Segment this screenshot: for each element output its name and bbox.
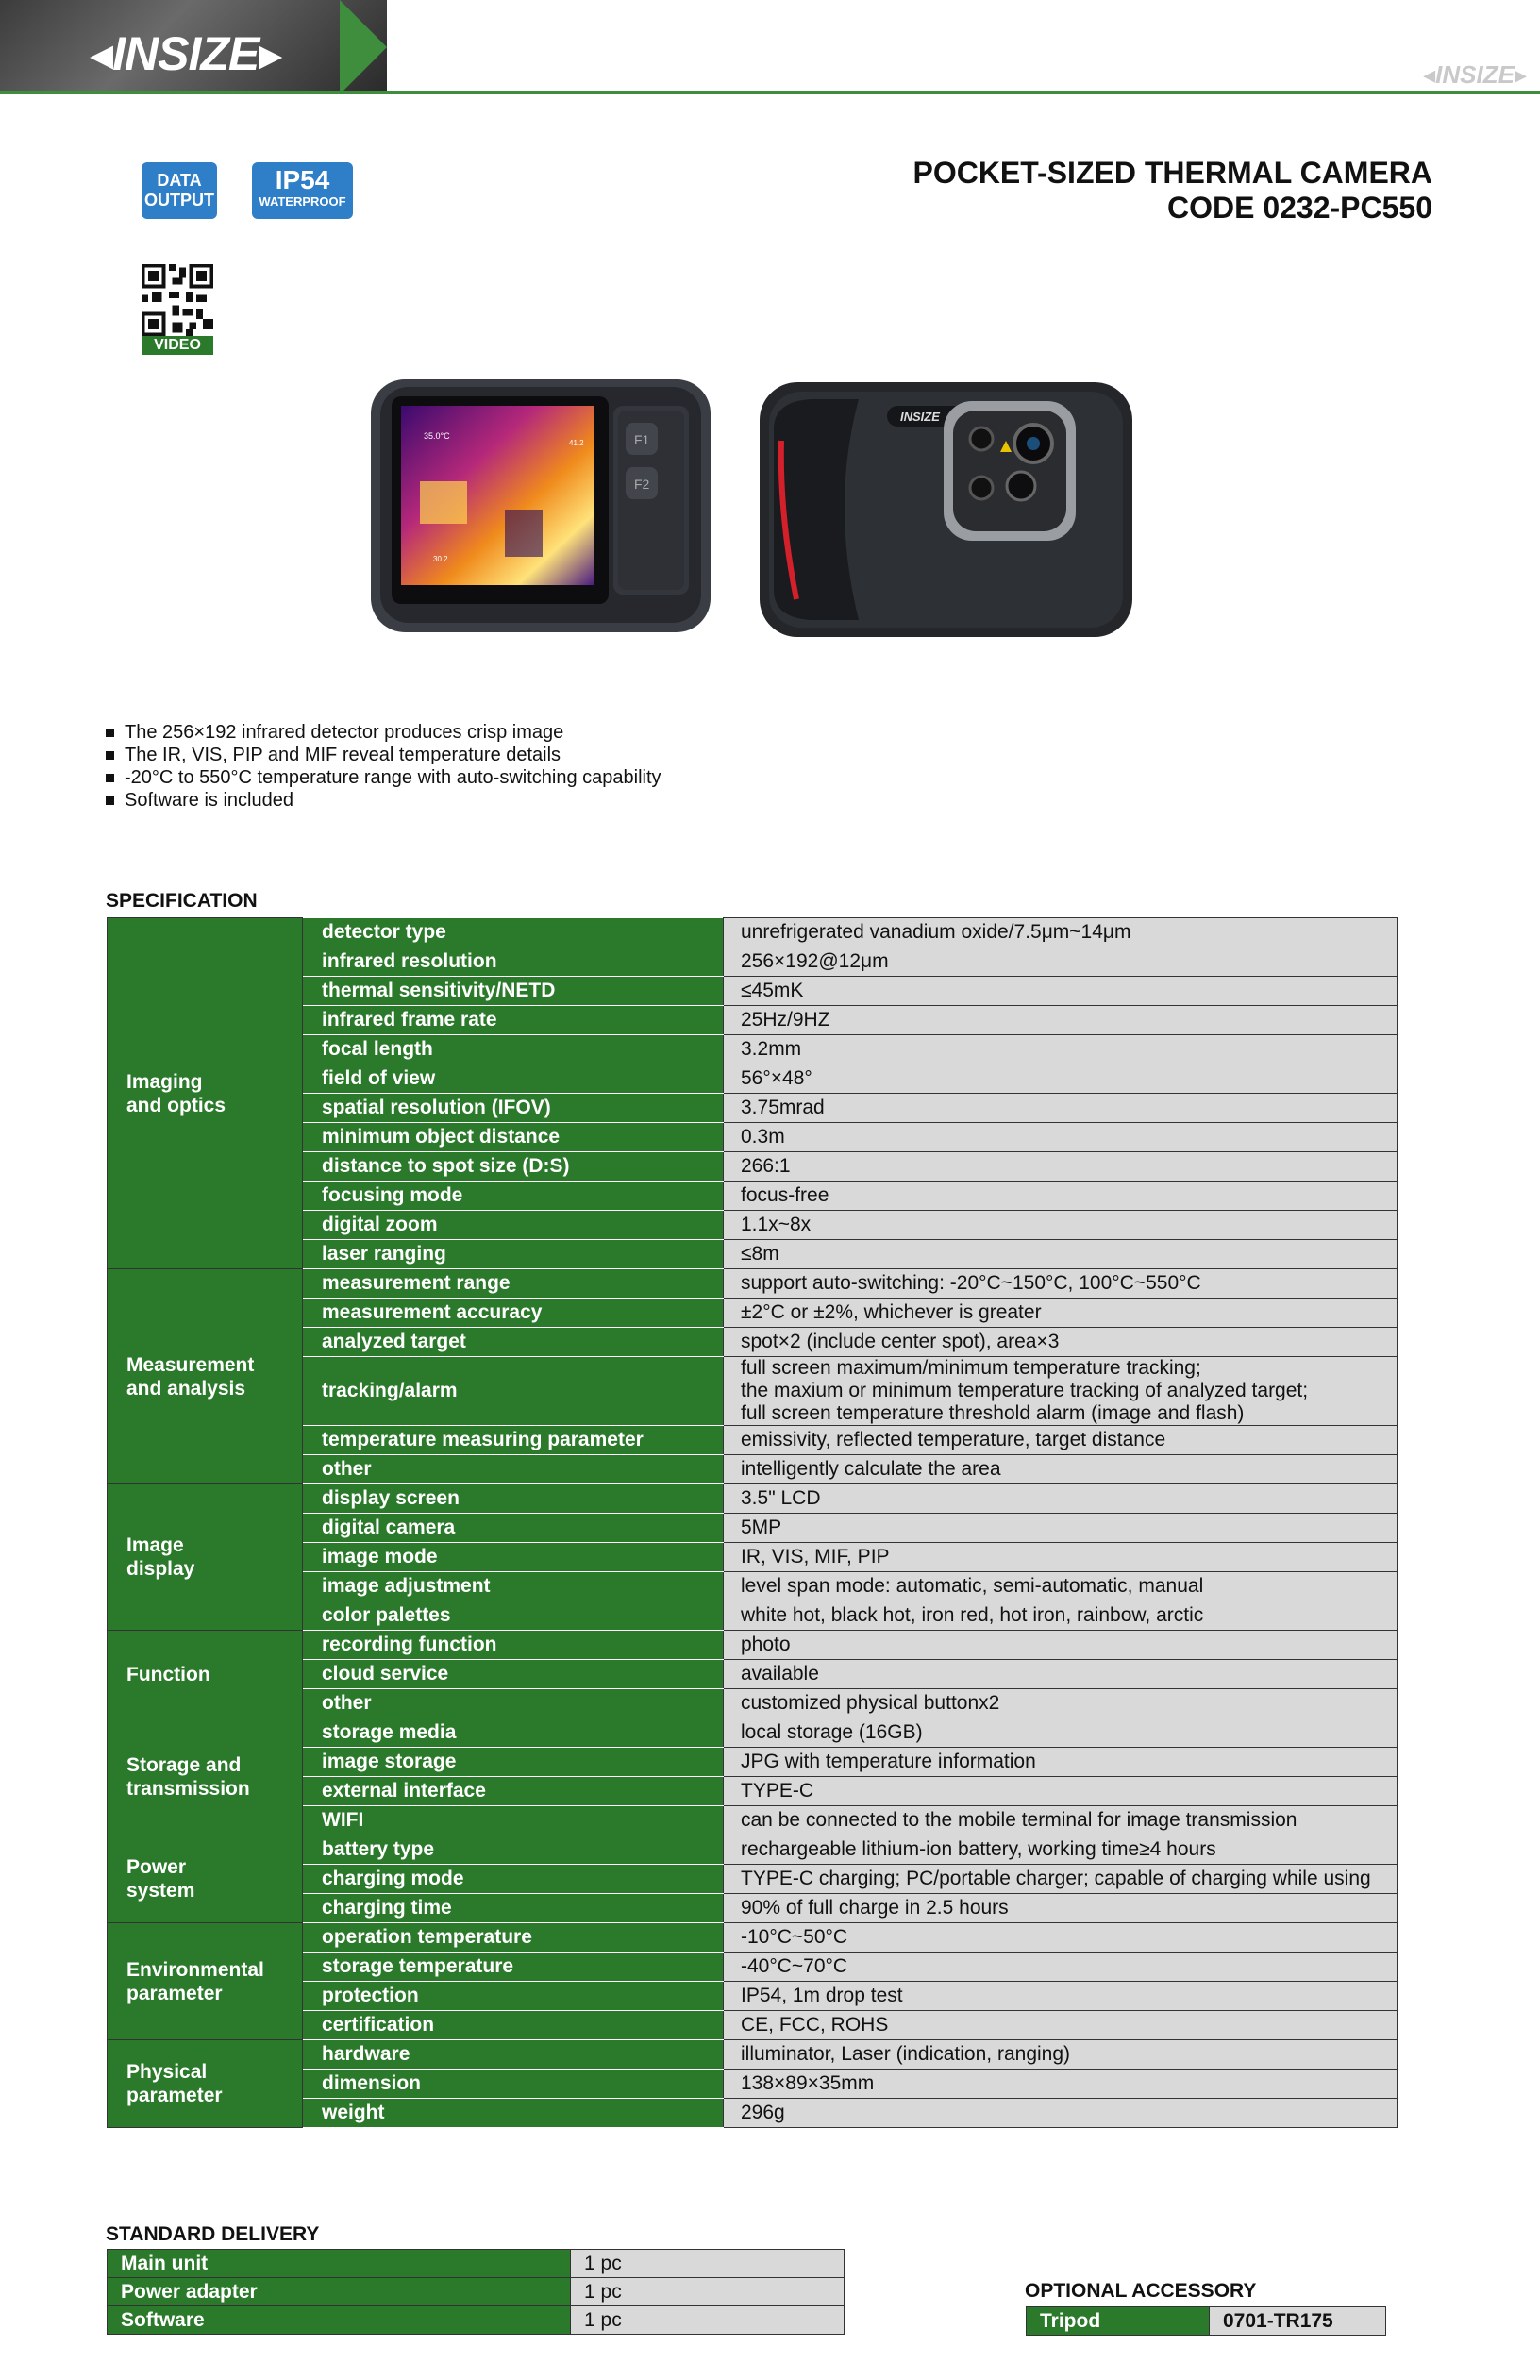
spec-param: analyzed target — [303, 1328, 724, 1357]
spec-param: focusing mode — [303, 1182, 724, 1211]
spec-value: unrefrigerated vanadium oxide/7.5μm~14μm — [724, 918, 1398, 947]
spec-param: weight — [303, 2099, 724, 2128]
spec-value: rechargeable lithium-ion battery, working time≥4 hours — [724, 1835, 1398, 1865]
page-header — [0, 0, 1540, 94]
spec-param: color palettes — [303, 1601, 724, 1631]
data-output-badge: DATA OUTPUT — [142, 162, 217, 219]
spec-group-label: Function — [108, 1631, 303, 1718]
spec-param: distance to spot size (D:S) — [303, 1152, 724, 1182]
ip54-badge: IP54 WATERPROOF — [252, 162, 353, 219]
feature-item: The 256×192 infrared detector produces crisp image — [106, 721, 661, 744]
spec-value: support auto-switching: -20°C~150°C, 100°C~550°C — [724, 1269, 1398, 1299]
spec-param: thermal sensitivity/NETD — [303, 977, 724, 1006]
delivery-qty: 1 pc — [571, 2250, 845, 2278]
spec-param: recording function — [303, 1631, 724, 1660]
spec-table — [107, 917, 1398, 2128]
spec-value: 90% of full charge in 2.5 hours — [724, 1894, 1398, 1923]
table-row — [108, 1835, 1398, 1865]
table-row — [108, 1718, 1398, 1748]
table-row — [1027, 2307, 1386, 2336]
camera-back-image — [755, 373, 1137, 651]
table-row — [108, 2040, 1398, 2070]
spec-value: local storage (16GB) — [724, 1718, 1398, 1748]
table-row — [108, 918, 1398, 947]
spec-param: cloud service — [303, 1660, 724, 1689]
spec-param: battery type — [303, 1835, 724, 1865]
accessory-table — [1026, 2306, 1386, 2336]
spec-value: level span mode: automatic, semi-automatic, manual — [724, 1572, 1398, 1601]
spec-param: measurement accuracy — [303, 1299, 724, 1328]
screen-temp-readout: 35.0°C — [424, 431, 450, 441]
feature-list — [106, 721, 661, 812]
spec-param: charging mode — [303, 1865, 724, 1894]
spec-value: 1.1x~8x — [724, 1211, 1398, 1240]
delivery-item: Software — [108, 2306, 571, 2335]
spec-param: digital zoom — [303, 1211, 724, 1240]
spec-param: storage media — [303, 1718, 724, 1748]
spec-param: focal length — [303, 1035, 724, 1064]
spec-param: other — [303, 1689, 724, 1718]
spec-group-label: Physical parameter — [108, 2040, 303, 2128]
spec-param: digital camera — [303, 1514, 724, 1543]
spec-value: full screen maximum/minimum temperature tracking; the maxium or minimum temperature tracking of analyzed target; full screen temperature threshold alarm (image and flash) — [724, 1357, 1398, 1426]
spec-group-label: Power system — [108, 1835, 303, 1923]
spec-value: TYPE-C charging; PC/portable charger; capable of charging while using — [724, 1865, 1398, 1894]
spec-title: SPECIFICATION — [106, 890, 258, 912]
spec-value: photo — [724, 1631, 1398, 1660]
screen-scale-min: 30.2 — [433, 555, 448, 563]
spec-param: WIFI — [303, 1806, 724, 1835]
product-title — [912, 156, 1432, 226]
feature-item: -20°C to 550°C temperature range with auto-switching capability — [106, 766, 661, 789]
spec-value: can be connected to the mobile terminal for image transmission — [724, 1806, 1398, 1835]
screen-scale-max: 41.2 — [569, 439, 584, 447]
spec-value: -10°C~50°C — [724, 1923, 1398, 1953]
spec-value: TYPE-C — [724, 1777, 1398, 1806]
product-code: CODE 0232-PC550 — [1166, 191, 1432, 225]
spec-value: white hot, black hot, iron red, hot iron, rainbow, arctic — [724, 1601, 1398, 1631]
spec-group-label: Environmental parameter — [108, 1923, 303, 2040]
spec-value: IP54, 1m drop test — [724, 1982, 1398, 2011]
product-name: POCKET-SIZED THERMAL CAMERA — [912, 156, 1432, 190]
spec-value: -40°C~70°C — [724, 1953, 1398, 1982]
spec-param: detector type — [303, 918, 724, 947]
spec-param: infrared frame rate — [303, 1006, 724, 1035]
spec-value: spot×2 (include center spot), area×3 — [724, 1328, 1398, 1357]
spec-param: tracking/alarm — [303, 1357, 724, 1426]
spec-value: JPG with temperature information — [724, 1748, 1398, 1777]
spec-param: image mode — [303, 1543, 724, 1572]
spec-value: 3.2mm — [724, 1035, 1398, 1064]
delivery-qty: 1 pc — [571, 2278, 845, 2306]
table-row — [108, 2306, 845, 2335]
spec-param: spatial resolution (IFOV) — [303, 1094, 724, 1123]
spec-param: charging time — [303, 1894, 724, 1923]
header-rule — [0, 91, 1540, 94]
svg-text:F1: F1 — [634, 432, 650, 447]
table-row — [108, 1631, 1398, 1660]
qr-video-label: VIDEO — [142, 336, 213, 355]
accessory-item: Tripod — [1027, 2307, 1210, 2336]
camera-back-logo: INSIZE — [900, 410, 940, 424]
camera-front-image — [363, 368, 722, 642]
spec-param: temperature measuring parameter — [303, 1426, 724, 1455]
spec-value: 25Hz/9HZ — [724, 1006, 1398, 1035]
spec-value: ≤8m — [724, 1240, 1398, 1269]
accessory-code: 0701-TR175 — [1210, 2307, 1386, 2336]
spec-value: ±2°C or ±2%, whichever is greater — [724, 1299, 1398, 1328]
brand-logo-small: ◂INSIZE▸ — [1423, 60, 1527, 89]
spec-param: minimum object distance — [303, 1123, 724, 1152]
delivery-title: STANDARD DELIVERY — [106, 2223, 320, 2245]
spec-value: 256×192@12μm — [724, 947, 1398, 977]
spec-value: 3.75mrad — [724, 1094, 1398, 1123]
accessory-title: OPTIONAL ACCESSORY — [1025, 2280, 1257, 2302]
spec-param: laser ranging — [303, 1240, 724, 1269]
spec-param: operation temperature — [303, 1923, 724, 1953]
spec-value: 0.3m — [724, 1123, 1398, 1152]
spec-value: illuminator, Laser (indication, ranging) — [724, 2040, 1398, 2070]
spec-group-label: Imaging and optics — [108, 918, 303, 1269]
delivery-table — [107, 2249, 845, 2335]
spec-param: image adjustment — [303, 1572, 724, 1601]
spec-param: other — [303, 1455, 724, 1484]
spec-param: storage temperature — [303, 1953, 724, 1982]
spec-value: ≤45mK — [724, 977, 1398, 1006]
spec-value: IR, VIS, MIF, PIP — [724, 1543, 1398, 1572]
spec-param: external interface — [303, 1777, 724, 1806]
table-row — [108, 2250, 845, 2278]
spec-value: 138×89×35mm — [724, 2070, 1398, 2099]
spec-value: 266:1 — [724, 1152, 1398, 1182]
spec-param: image storage — [303, 1748, 724, 1777]
brand-logo: ◂INSIZE▸ — [90, 27, 282, 80]
spec-param: field of view — [303, 1064, 724, 1094]
spec-group-label: Storage and transmission — [108, 1718, 303, 1835]
delivery-qty: 1 pc — [571, 2306, 845, 2335]
spec-value: 296g — [724, 2099, 1398, 2128]
spec-value: available — [724, 1660, 1398, 1689]
spec-value: customized physical buttonx2 — [724, 1689, 1398, 1718]
spec-param: dimension — [303, 2070, 724, 2099]
svg-text:F2: F2 — [634, 477, 650, 492]
spec-value: intelligently calculate the area — [724, 1455, 1398, 1484]
spec-param: hardware — [303, 2040, 724, 2070]
spec-group-label: Image display — [108, 1484, 303, 1631]
feature-item: Software is included — [106, 789, 661, 812]
table-row — [108, 2278, 845, 2306]
spec-value: CE, FCC, ROHS — [724, 2011, 1398, 2040]
visual-lens — [1007, 472, 1035, 500]
header-arrow — [340, 0, 387, 94]
spec-param: protection — [303, 1982, 724, 2011]
spec-value: emissivity, reflected temperature, target distance — [724, 1426, 1398, 1455]
feature-item: The IR, VIS, PIP and MIF reveal temperature details — [106, 744, 661, 766]
spec-param: measurement range — [303, 1269, 724, 1299]
delivery-item: Main unit — [108, 2250, 571, 2278]
spec-value: focus-free — [724, 1182, 1398, 1211]
spec-value: 56°×48° — [724, 1064, 1398, 1094]
table-row — [108, 1269, 1398, 1299]
spec-group-label: Measurement and analysis — [108, 1269, 303, 1484]
delivery-item: Power adapter — [108, 2278, 571, 2306]
table-row — [108, 1923, 1398, 1953]
spec-param: infrared resolution — [303, 947, 724, 977]
spec-value: 3.5" LCD — [724, 1484, 1398, 1514]
qr-code[interactable] — [142, 264, 213, 336]
table-row — [108, 1484, 1398, 1514]
spec-param: certification — [303, 2011, 724, 2040]
spec-param: display screen — [303, 1484, 724, 1514]
spec-value: 5MP — [724, 1514, 1398, 1543]
